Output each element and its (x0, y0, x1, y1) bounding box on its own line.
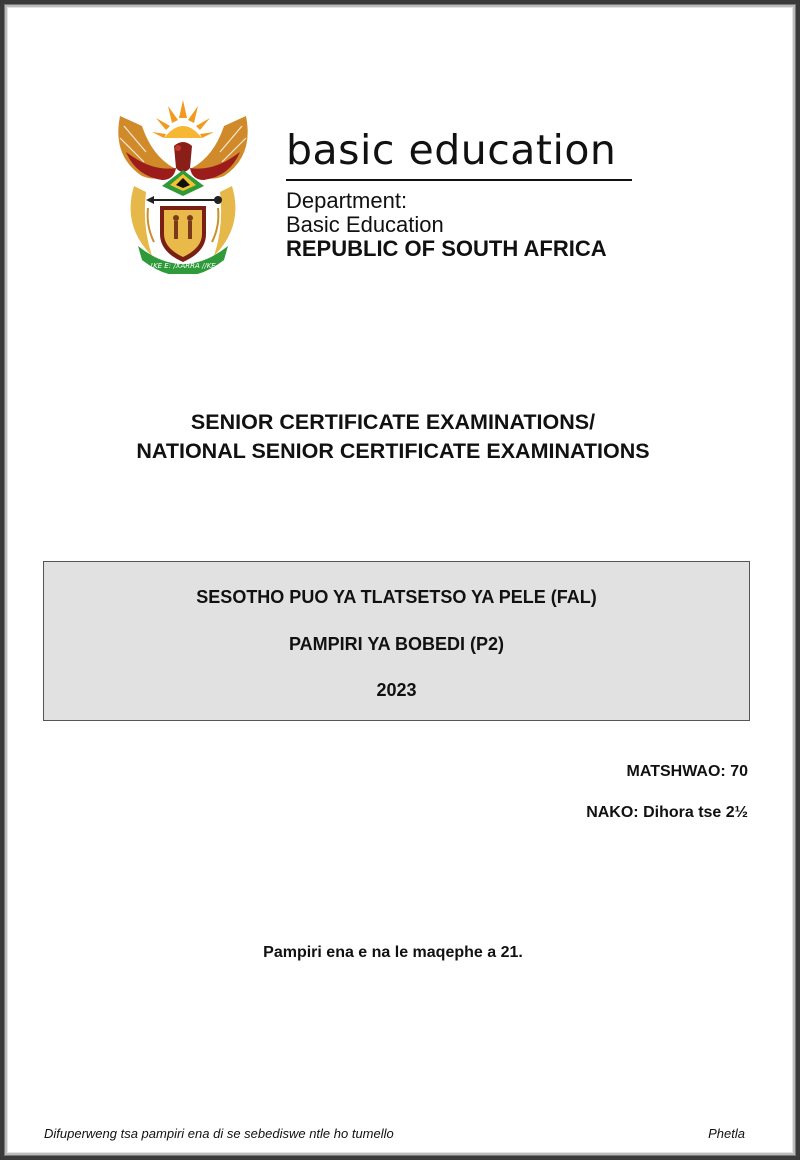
brand-title: basic education (286, 126, 617, 174)
copyright-note: Difuperweng tsa pampiri ena di se sebediswe ntle ho tumello (44, 1126, 394, 1141)
exam-year: 2023 (376, 680, 417, 700)
department-name: Basic Education (286, 212, 444, 237)
svg-text:!KE E: /XARRA //KE: !KE E: /XARRA //KE (150, 262, 216, 270)
exam-heading-line-1: SENIOR CERTIFICATE EXAMINATIONS/ (190, 410, 596, 434)
exam-heading-line-2: NATIONAL SENIOR CERTIFICATE EXAMINATIONS (136, 439, 650, 463)
total-marks: MATSHWAO: 70 (626, 763, 748, 780)
brand-divider (286, 179, 632, 181)
country-name: REPUBLIC OF SOUTH AFRICA (286, 236, 607, 261)
subject-box (43, 561, 750, 721)
exam-heading (0, 408, 786, 466)
department-label: Department: (286, 188, 408, 213)
coat-of-arms-icon (112, 96, 254, 274)
turn-over-label: Phetla (708, 1126, 745, 1141)
exam-duration: NAKO: Dihora tse 2½ (586, 804, 748, 821)
page-count-note: Pampiri ena e na le maqephe a 21. (263, 944, 523, 961)
paper-number: PAMPIRI YA BOBEDI (P2) (288, 634, 505, 654)
subject-title: SESOTHO PUO YA TLATSETSO YA PELE (FAL) (196, 587, 597, 607)
